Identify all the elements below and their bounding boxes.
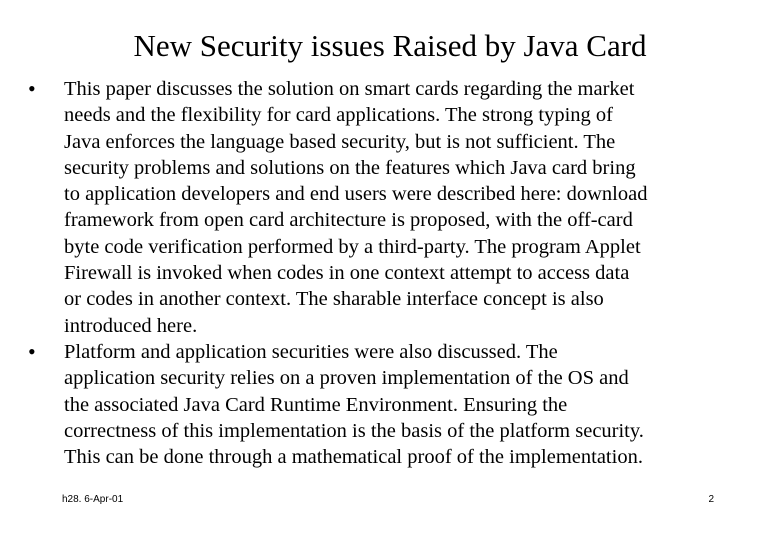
bullet-line: This paper discusses the solution on smart cards regarding the market [64,78,635,100]
bullet-line: security problems and solutions on the features which Java card bring [64,156,636,179]
bullet-line: This can be done through a mathematical proof of the implementation. [64,446,643,469]
slide-title: New Security issues Raised by Java Card [133,28,647,63]
page-number: 2 [708,494,714,505]
bullet-line: correctness of this implementation is the basis of the platform security. [64,419,644,442]
bullet-line: application security relies on a proven implementation of the OS and [64,367,629,390]
bullet-list [28,76,768,470]
bullet-item [28,339,768,470]
bullet-line: Platform and application securities were also discussed. The [64,340,558,363]
bullet-line: introduced here. [64,314,198,337]
bullet-item [28,76,768,339]
bullet-line: or codes in another context. The sharable interface concept is also [64,288,604,311]
bullet-line: framework from open card architecture is proposed, with the off-card [64,209,633,232]
bullet-line: to application developers and end users were described here: download [64,183,648,206]
bullet-line: byte code verification performed by a third-party. The program Applet [64,235,641,258]
bullet-line: needs and the flexibility for card applications. The strong typing of [64,104,613,127]
bullet-dot-icon: • [28,76,36,101]
footer-date: h28. 6-Apr-01 [62,494,124,505]
bullet-line: the associated Java Card Runtime Environment. Ensuring the [64,393,568,416]
bullet-line: Java enforces the language based security, but is not sufficient. The [64,130,616,153]
bullet-dot-icon: • [28,338,36,364]
bullet-line: Firewall is invoked when codes in one context attempt to access data [64,262,630,285]
